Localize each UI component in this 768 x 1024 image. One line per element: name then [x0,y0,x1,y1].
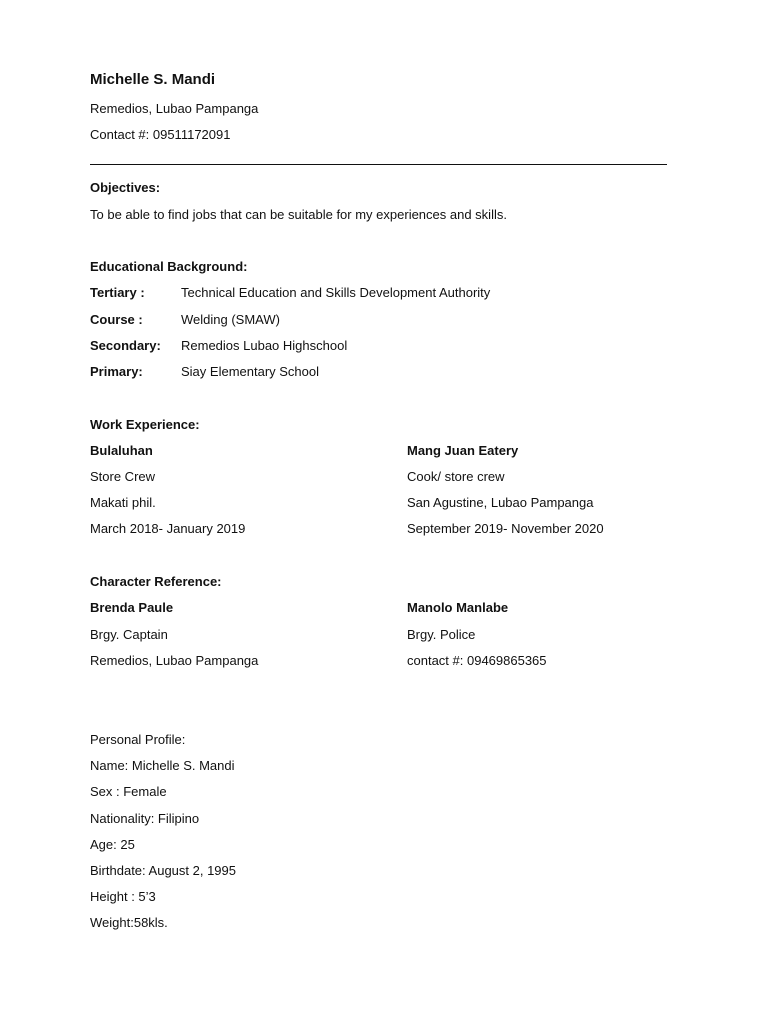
applicant-name: Michelle S. Mandi [90,71,216,88]
education-label-primary: Primary: [90,364,143,379]
education-heading: Educational Background: [90,259,248,274]
job-location: Makati phil. [90,495,156,510]
reference-name: Manolo Manlabe [407,600,509,615]
education-value-course: Welding (SMAW) [181,312,280,327]
references-heading: Character Reference: [90,574,222,589]
education-value-secondary: Remedios Lubao Highschool [181,338,348,353]
work-heading: Work Experience: [90,417,200,432]
profile-sex: Sex : Female [90,784,167,799]
profile-height: Height : 5’3 [90,889,156,904]
reference-title: Brgy. Captain [90,627,168,642]
objectives-text: To be able to find jobs that can be suitable for my experiences and skills. [90,207,507,222]
applicant-contact: Contact #: 09511172091 [90,127,231,142]
objectives-heading: Objectives: [90,180,161,195]
job-position: Store Crew [90,469,156,484]
education-value-tertiary: Technical Education and Skills Development Authority [181,285,491,300]
education-label-tertiary: Tertiary : [90,285,145,300]
education-label-secondary: Secondary: [90,338,161,353]
job-location: San Agustine, Lubao Pampanga [407,495,594,510]
profile-age: Age: 25 [90,837,135,852]
reference-name: Brenda Paule [90,600,174,615]
profile-heading: Personal Profile: [90,732,186,747]
job-position: Cook/ store crew [407,469,505,484]
profile-name: Name: Michelle S. Mandi [90,758,235,773]
applicant-address: Remedios, Lubao Pampanga [90,101,259,116]
job-period: September 2019- November 2020 [407,521,604,536]
profile-birthdate: Birthdate: August 2, 1995 [90,863,236,878]
education-value-primary: Siay Elementary School [181,364,320,379]
profile-nationality: Nationality: Filipino [90,811,200,826]
education-label-course: Course : [90,312,143,327]
reference-detail: Remedios, Lubao Pampanga [90,653,259,668]
reference-detail: contact #: 09469865365 [407,653,547,668]
profile-weight: Weight:58kls. [90,915,168,930]
job-company: Mang Juan Eatery [407,443,519,458]
header-divider [90,164,667,165]
reference-title: Brgy. Police [407,627,476,642]
job-period: March 2018- January 2019 [90,521,246,536]
job-company: Bulaluhan [90,443,153,458]
